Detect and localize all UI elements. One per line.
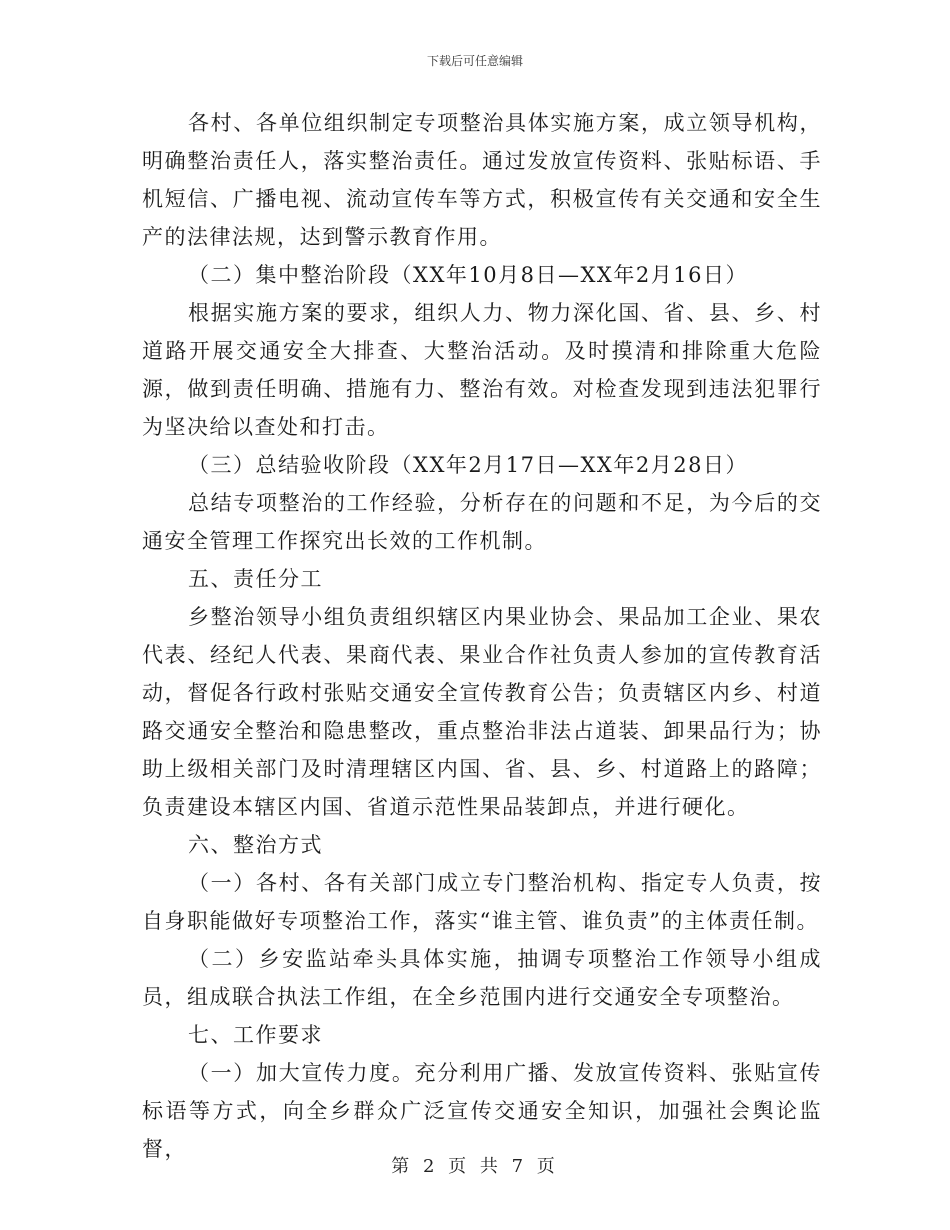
paragraph-responsibilities: 乡整治领导小组负责组织辖区内果业协会、果品加工企业、果农代表、经纪人代表、果商代表、果业合作社负责人参加的宣传教育活动，督促各行政村张贴交通安全宣传教育公告；负责辖区内乡、村道路交通安全整治和隐患整改，重点整治非法占道装、卸果品行为；协助上级相关部门及时清理辖区内国、省、县、乡、村道路上的路障；负责建设本辖区内国、省道示范性果品装卸点，并进行硬化。	[142, 605, 822, 819]
paragraph-stage-3: 总结专项整治的工作经验，分析存在的问题和不足，为今后的交通安全管理工作探究出长效的工作机制。	[142, 491, 822, 553]
paragraph-method-1: （一）各村、各有关部门成立专门整治机构、指定专人负责，按自身职能做好专项整治工作，落实“谁主管、谁负责”的主体责任制。	[142, 871, 822, 933]
page-number: 第 2 页 共 7 页	[391, 1156, 559, 1177]
paragraph-stage-2: 根据实施方案的要求，组织人力、物力深化国、省、县、乡、村道路开展交通安全大排查、大整治活动。及时摸清和排除重大危险源，做到责任明确、措施有力、整治有效。对检查发现到违法犯罪行为坚决给以查处和打击。	[142, 301, 822, 439]
paragraph-method-2: （二）乡安监站牵头具体实施，抽调专项整治工作领导小组成员，组成联合执法工作组，在全乡范围内进行交通安全专项整治。	[142, 947, 822, 1009]
heading-stage-2: （二）集中整治阶段（XX年10月8日—XX年2月16日）	[188, 263, 748, 287]
paragraph-implementation-plan: 各村、各单位组织制定专项整治具体实施方案，成立领导机构，明确整治责任人，落实整治责任。通过发放宣传资料、张贴标语、手机短信、广播电视、流动宣传车等方式，积极宣传有关交通和安全生产的法律法规，达到警示教育作用。	[142, 111, 822, 249]
heading-section-7: 七、工作要求	[188, 1023, 323, 1047]
heading-section-5: 五、责任分工	[188, 567, 323, 591]
heading-stage-3: （三）总结验收阶段（XX年2月17日—XX年2月28日）	[188, 453, 748, 477]
page-header-note: 下载后可任意编辑	[426, 54, 523, 68]
paragraph-requirement-1: （一）加大宣传力度。充分利用广播、发放宣传资料、张贴宣传标语等方式，向全乡群众广泛宣传交通安全知识，加强社会舆论监督，	[142, 1061, 822, 1161]
document-body	[142, 104, 822, 1168]
heading-section-6: 六、整治方式	[188, 833, 323, 857]
